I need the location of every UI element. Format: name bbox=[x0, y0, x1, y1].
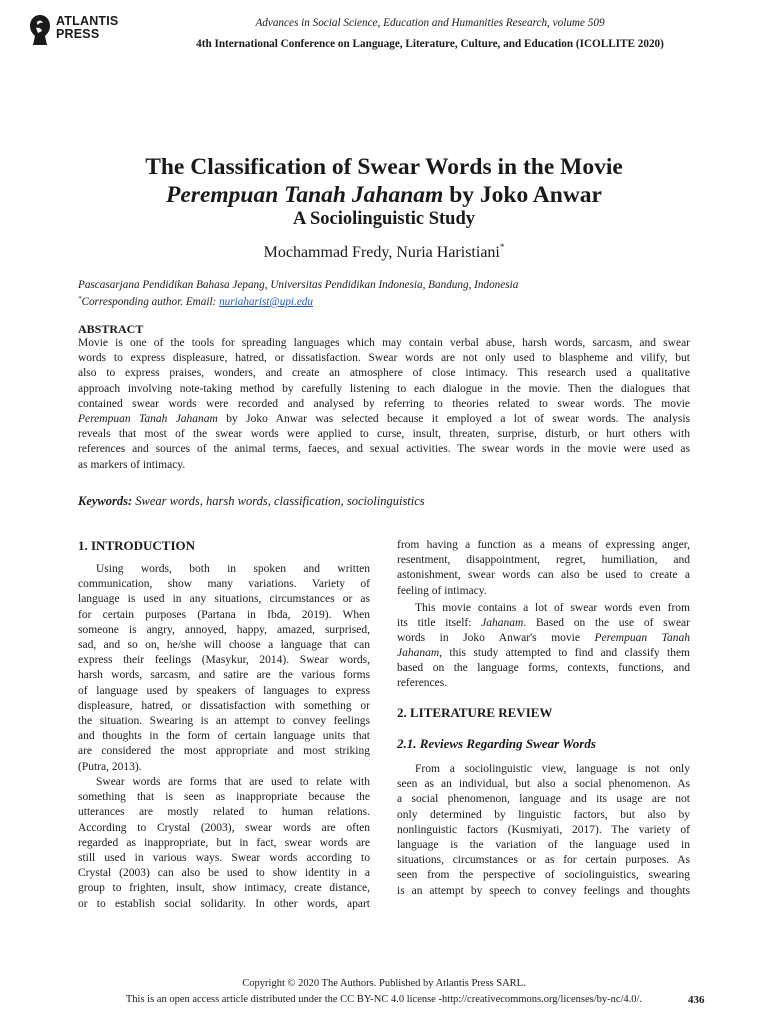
section-heading-introduction: 1. INTRODUCTION bbox=[78, 538, 196, 553]
abstract-line: Movie is one of the tools for spreading languages which may contain verbal abuse, harsh words, sarcasm, and swear bbox=[78, 337, 690, 349]
publisher-logo bbox=[28, 14, 128, 50]
right-p1-line: feeling of intimacy. bbox=[397, 584, 487, 597]
review-p1-line: situations, circumstances or as for certain purposes. As bbox=[397, 854, 690, 867]
abstract-line: reveals that most of the swear words were applied to curse, insult, threaten, surprise, disturb, or hurt others with bbox=[78, 428, 690, 441]
abstract-line: references and sources of the animal terms, faeces, and sexual activities. The swear words in the movie were used as bbox=[78, 443, 690, 456]
italic-span: Perempuan Tanah bbox=[594, 632, 690, 644]
affiliation: Pascasarjana Pendidikan Bahasa Jepang, Universitas Pendidikan Indonesia, Bandung, Indonesia bbox=[78, 279, 519, 291]
review-p1-line: language is the variation of the language used in bbox=[397, 839, 690, 851]
right-p1-line: resentment, disappointment, regret, humiliation, and bbox=[397, 554, 690, 567]
page-number: 436 bbox=[688, 994, 705, 1006]
corresponding-mark: * bbox=[499, 242, 505, 252]
abstract-heading: ABSTRACT bbox=[78, 322, 144, 336]
review-p1-line: only determined by linguistic factors, but also by bbox=[397, 808, 690, 821]
abstract-line: also to express praises, wonders, and create an atmosphere of close intimacy. This research used a qualitative bbox=[78, 367, 690, 380]
italic-span: Jahanam bbox=[397, 647, 440, 659]
logo-line1: ATLANTIS bbox=[56, 14, 119, 28]
intro-p2-line: something that is seen as inappropriate because the bbox=[78, 791, 370, 804]
abstract-line bbox=[78, 413, 690, 428]
review-p1-line: nonlinguistic factors (Kusmiyati, 2017). The variety of bbox=[397, 823, 690, 836]
right-p1-line: astonishment, swear words can also be used to create a bbox=[397, 569, 690, 582]
intro-p2-line: According to Crystal (2003), swear words are often bbox=[78, 821, 370, 834]
email-link[interactable]: nuriaharist@upi.edu bbox=[219, 296, 313, 308]
right-p2-line4 bbox=[397, 647, 690, 662]
series-header: Advances in Social Science, Education and Humanities Research, volume 509 bbox=[255, 17, 605, 29]
review-p1-line: From a sociolinguistic view, language is not only bbox=[415, 763, 690, 775]
intro-p2-line: Swear words are forms that are used to relate with bbox=[96, 776, 370, 788]
right-p2-line1: This movie contains a lot of swear words even from bbox=[415, 602, 690, 614]
corr-mark: * bbox=[78, 295, 82, 303]
corresponding-author bbox=[78, 292, 313, 309]
intro-p1-line: Using words, both in spoken and written bbox=[96, 563, 370, 575]
intro-p1-line: and thoughts in the form of certain language units that bbox=[78, 730, 370, 743]
movie-title: Perempuan Tanah Jahanam bbox=[166, 182, 444, 208]
abstract-line: words to express displeasure, hatred, or dissatisfaction. Swear words are not only used to blaspheme and vilify, but bbox=[78, 352, 690, 365]
text-span: by Joko Anwar was selected because it employed a lot of swear words. The analysis bbox=[217, 413, 691, 425]
logo-text bbox=[56, 15, 118, 41]
intro-p2-line: group to frighten, insult, show intimacy, create distance, bbox=[78, 882, 370, 895]
italic-span: Jahanam bbox=[481, 617, 524, 629]
title-rest: by Joko Anwar bbox=[443, 182, 602, 208]
right-p1-line: from having a function as a means of expressing anger, bbox=[397, 539, 690, 551]
intro-p1-line: communication, show many variations. Variety of bbox=[78, 578, 370, 591]
intro-p1-line: harsh words, sarcasm, and satire are the various forms bbox=[78, 669, 370, 682]
movie-title: Perempuan Tanah Jahanam bbox=[78, 413, 218, 425]
conference-header: 4th International Conference on Language, Literature, Culture, and Education (ICOLLITE 2020) bbox=[196, 38, 664, 50]
section-heading-literature-review: 2. LITERATURE REVIEW bbox=[397, 705, 553, 720]
intro-p1-line: displeasure, hatred, or dissatisfaction with something or bbox=[78, 699, 370, 712]
text-span: words in Joko Anwar's movie bbox=[397, 632, 595, 644]
logo-line2: PRESS bbox=[56, 27, 100, 41]
intro-p2-line: still used in various ways. Swear words according to bbox=[78, 852, 370, 864]
right-p2-line5: based on the language forms, contexts, functions, and bbox=[397, 662, 690, 674]
intro-p1-line: language is used in any situations, circumstances or as bbox=[78, 593, 370, 606]
text-span: . Based on the use of swear bbox=[523, 617, 690, 629]
review-p1-line: seen from the perspective of sociolinguistics, swearing bbox=[397, 869, 690, 882]
abstract-line: contained swear words were recorded and analysed by referring to theories related to swear words. The movie bbox=[78, 397, 690, 410]
intro-p2-line: Crystal (2003) can also be used to show identity in a bbox=[78, 867, 370, 880]
intro-p1-line: someone is angry, annoyed, happy, amazed, surprised, bbox=[78, 623, 370, 636]
intro-p2-line: regarded as inappropriate, but in fact, swear words are bbox=[78, 836, 370, 849]
intro-p1-line: are considered the most appropriate and most striking bbox=[78, 745, 370, 758]
review-p1-line: seen as an individual, but also a social phenomenon. As bbox=[397, 778, 690, 791]
paper-title-line2 bbox=[40, 181, 728, 209]
review-p1-line: a social phenomenon, language and its usage are not bbox=[397, 793, 690, 806]
footer-copyright: Copyright © 2020 The Authors. Published by Atlantis Press SARL. bbox=[242, 978, 526, 989]
right-p2-line2 bbox=[397, 617, 690, 632]
review-p1-line: is an attempt by speech to convey feelings and thoughts bbox=[397, 884, 690, 897]
intro-p1-line: of language used by speakers of languages to express bbox=[78, 684, 370, 697]
atlantis-press-logo-icon bbox=[28, 14, 52, 46]
corr-label: Corresponding author. Email: bbox=[81, 296, 220, 308]
paper-subtitle: A Sociolinguistic Study bbox=[293, 209, 475, 229]
intro-p1-line: (Putra, 2013). bbox=[78, 760, 142, 773]
right-p2-line6: references. bbox=[397, 677, 448, 689]
footer-license: This is an open access article distributed under the CC BY-NC 4.0 license -http://creativecommons.org/licenses/by-nc/4.0/. bbox=[125, 994, 643, 1005]
right-p2-line3 bbox=[397, 632, 690, 647]
authors bbox=[40, 242, 728, 262]
abstract-line: approach involving note-taking method by carefully listening to each dialogue in the movie. Then the dialogues that bbox=[78, 382, 690, 395]
intro-p2-line: or to establish social solidarity. In other words, apart bbox=[78, 897, 370, 910]
intro-p1-line: for certain purposes (Partana in Ibda, 2019). When bbox=[78, 608, 370, 621]
keywords-text: Swear words, harsh words, classification, sociolinguistics bbox=[132, 494, 425, 508]
text-span: , this study attempted to find and classify them bbox=[439, 647, 690, 659]
paper-title-line1: The Classification of Swear Words in the Movie bbox=[145, 154, 623, 180]
text-span: its title itself: bbox=[397, 617, 482, 629]
abstract-line: as markers of intimacy. bbox=[78, 458, 186, 471]
intro-p1-line: the situation. Swearing is an attempt to convey feelings bbox=[78, 715, 370, 727]
intro-p2-line: utterances are mostly related to human relations. bbox=[78, 806, 370, 819]
keywords-label: Keywords: bbox=[78, 494, 133, 508]
subsection-heading: 2.1. Reviews Regarding Swear Words bbox=[397, 736, 596, 751]
intro-p1-line: express their feelings (Masykur, 2014). Swear words, bbox=[78, 654, 370, 667]
intro-p1-line: sad, and so on, he/she will choose a language that can bbox=[78, 639, 370, 651]
author-names: Mochammad Fredy, Nuria Haristiani bbox=[263, 244, 500, 261]
keywords bbox=[78, 494, 425, 509]
